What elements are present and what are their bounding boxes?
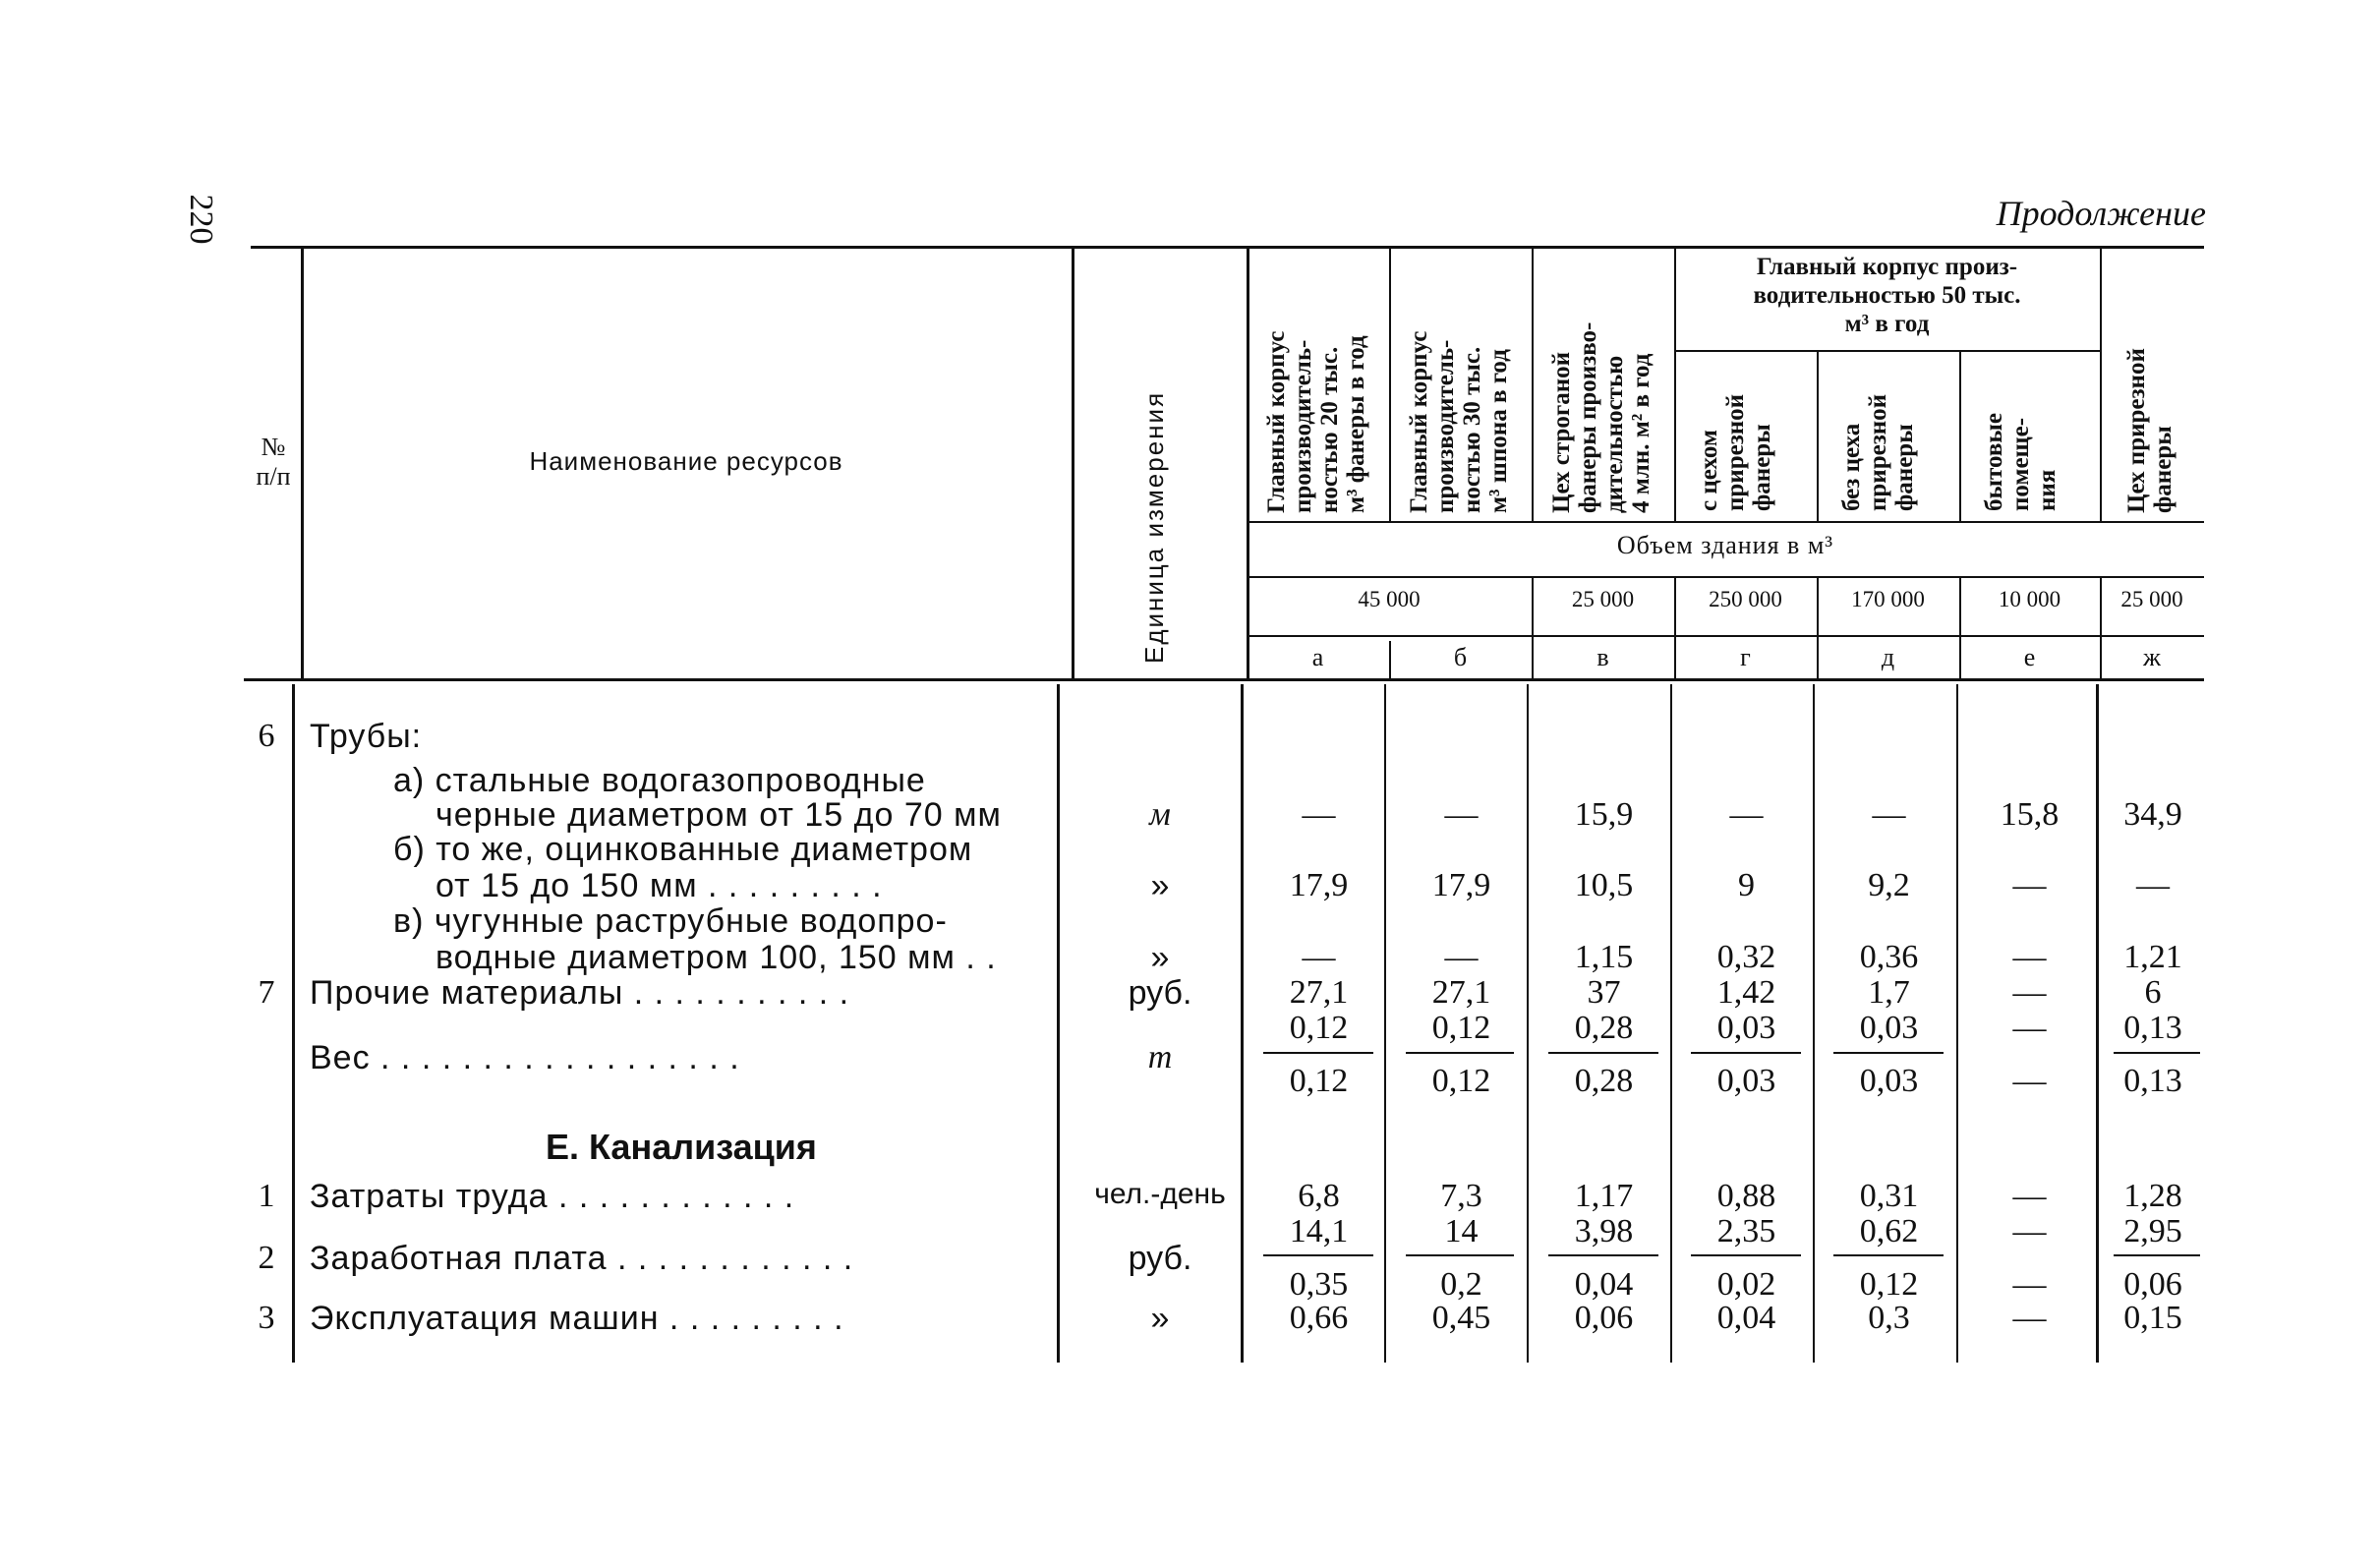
cell: 6 — [2144, 974, 2162, 1011]
cell: — — [1872, 796, 1906, 833]
cell: 0,04 — [1716, 1300, 1776, 1336]
continuation-label: Продолжение — [1996, 194, 2206, 233]
cell: 9 — [1738, 867, 1755, 903]
cell: 14,1 — [1289, 1213, 1349, 1249]
cell: 0,15 — [2123, 1300, 2182, 1336]
row-unit: » — [1150, 867, 1170, 904]
cell: 0,12 — [1289, 1010, 1349, 1046]
cell: — — [2012, 1213, 2047, 1249]
row-unit: чел.-день — [1094, 1178, 1226, 1210]
cell: — — [2012, 1300, 2047, 1336]
cell: 0,04 — [1574, 1266, 1634, 1303]
cell: 1,28 — [2123, 1178, 2182, 1214]
cell: 0,45 — [1431, 1300, 1491, 1336]
header-col-v: Цех строганой фанеры произво- дительностью 4 млн. м² в год — [1548, 321, 1654, 513]
header-col-b: Главный корпус производитель- ностью 30 тыс. м³ шпона в год — [1406, 330, 1512, 513]
cell: 1,42 — [1716, 974, 1776, 1011]
row-number: 6 — [258, 718, 275, 754]
cell: — — [2012, 1178, 2047, 1214]
cell: — — [2136, 867, 2170, 903]
cell: 0,12 — [1859, 1266, 1919, 1303]
section-heading: Е. Канализация — [546, 1127, 817, 1167]
cell: 0,03 — [1859, 1010, 1919, 1046]
volume-title: Объем здания в м³ — [1616, 531, 1834, 559]
cell: 0,03 — [1716, 1010, 1776, 1046]
table-row — [0, 939, 2380, 974]
cell: 0,12 — [1431, 1063, 1491, 1099]
letter-g: г — [1740, 643, 1751, 671]
cell: 0,62 — [1859, 1213, 1919, 1249]
table-row — [0, 902, 2380, 938]
letter-a: а — [1311, 643, 1324, 671]
cell: 27,1 — [1289, 974, 1349, 1011]
cell: 0,12 — [1289, 1063, 1349, 1099]
header-col-d: без цеха прирезной фанеры — [1838, 393, 1918, 511]
cell: 1,21 — [2123, 939, 2182, 975]
cell: 0,3 — [1868, 1300, 1910, 1336]
cell: 1,15 — [1574, 939, 1634, 975]
row-name: Эксплуатация машин . . . . . . . . . — [310, 1300, 844, 1337]
header-col-z: Цех прирезной фанеры — [2123, 348, 2177, 513]
row-name: б) то же, оцинкованные диаметром — [393, 831, 973, 868]
table-row — [0, 1300, 2380, 1335]
table-row — [0, 1266, 2380, 1302]
volume-v: 25 000 — [1571, 587, 1635, 611]
cell: 2,95 — [2123, 1213, 2182, 1249]
table-row — [0, 1063, 2380, 1098]
cell: 10,5 — [1574, 867, 1634, 903]
header-resource-name: Наименование ресурсов — [529, 446, 843, 476]
table-row — [0, 718, 2380, 753]
cell: — — [1444, 939, 1479, 975]
cell: — — [1444, 796, 1479, 833]
cell: — — [2012, 1266, 2047, 1303]
row-name: Трубы: — [310, 718, 423, 755]
row-number: 3 — [258, 1300, 275, 1336]
row-name: а) стальные водогазопроводные — [393, 762, 926, 799]
cell: 0,06 — [2123, 1266, 2182, 1303]
header-col-g: с цехом прирезной фанеры — [1696, 393, 1775, 511]
cell: 0,36 — [1859, 939, 1919, 975]
row-unit: т — [1147, 1039, 1173, 1075]
table-row — [0, 1178, 2380, 1213]
cell: 1,7 — [1868, 974, 1910, 1011]
volume-d: 170 000 — [1851, 587, 1925, 611]
letter-d: д — [1881, 643, 1895, 671]
row-name: Затраты труда . . . . . . . . . . . . — [310, 1178, 795, 1215]
row-name: водные диаметром 100, 150 мм . . — [435, 939, 997, 976]
row-number: 1 — [258, 1178, 275, 1214]
cell: 0,28 — [1574, 1010, 1634, 1046]
cell: 14 — [1444, 1213, 1479, 1249]
header-col-e: бытовые помеще- ния — [1981, 413, 2061, 511]
cell: 0,02 — [1716, 1266, 1776, 1303]
cell: 0,13 — [2123, 1063, 2182, 1099]
row-unit: » — [1150, 1300, 1170, 1337]
cell: 0,12 — [1431, 1010, 1491, 1046]
cell: — — [1302, 939, 1336, 975]
cell: 34,9 — [2123, 796, 2182, 833]
cell: 17,9 — [1289, 867, 1349, 903]
cell: — — [2012, 1010, 2047, 1046]
cell: — — [2012, 867, 2047, 903]
volume-g: 250 000 — [1709, 587, 1782, 611]
cell: — — [2012, 939, 2047, 975]
table-row — [0, 762, 2380, 797]
cell: 9,2 — [1868, 867, 1910, 903]
table-row — [0, 796, 2380, 832]
row-unit: м — [1149, 796, 1171, 833]
cell: — — [1729, 796, 1764, 833]
cell: 17,9 — [1431, 867, 1491, 903]
header-unit: Единица измерения — [1139, 390, 1169, 664]
row-name: от 15 до 150 мм . . . . . . . . . — [435, 867, 883, 904]
cell: 37 — [1587, 974, 1621, 1011]
cell: 0,2 — [1440, 1266, 1482, 1303]
table-row — [0, 831, 2380, 866]
row-name: черные диаметром от 15 до 70 мм — [435, 796, 1002, 834]
volume-a-b: 45 000 — [1358, 587, 1421, 611]
row-name: Прочие материалы . . . . . . . . . . . — [310, 974, 850, 1012]
row-unit: » — [1150, 939, 1170, 976]
header-row-number: № п/п — [256, 433, 291, 491]
cell: 0,88 — [1716, 1178, 1776, 1214]
row-unit: руб. — [1128, 974, 1192, 1012]
cell: 1,17 — [1574, 1178, 1634, 1214]
table-row — [0, 867, 2380, 902]
letter-v: в — [1596, 643, 1609, 671]
cell: 0,35 — [1289, 1266, 1349, 1303]
cell: 0,03 — [1716, 1063, 1776, 1099]
header-group-title: Главный корпус произ- водительностью 50 тыс. м³ в год — [1753, 254, 2021, 337]
cell: 0,28 — [1574, 1063, 1634, 1099]
header-col-a: Главный корпус производитель- ностью 20 тыс. м³ фанеры в год — [1263, 330, 1369, 513]
letter-z: ж — [2143, 643, 2161, 671]
letter-b: б — [1453, 643, 1468, 671]
cell: — — [2012, 1063, 2047, 1099]
letter-e: е — [2023, 643, 2036, 671]
volume-e: 10 000 — [1998, 587, 2061, 611]
row-number: 2 — [258, 1240, 275, 1276]
volume-z: 25 000 — [2120, 587, 2183, 611]
cell: 0,03 — [1859, 1063, 1919, 1099]
cell: 0,31 — [1859, 1178, 1919, 1214]
cell: 3,98 — [1574, 1213, 1634, 1249]
cell: 0,32 — [1716, 939, 1776, 975]
row-number: 7 — [258, 974, 275, 1011]
cell: — — [2012, 974, 2047, 1011]
row-name: Заработная плата . . . . . . . . . . . . — [310, 1240, 854, 1277]
page-number: 220 — [183, 194, 219, 245]
table-row — [0, 974, 2380, 1010]
row-unit: руб. — [1128, 1240, 1192, 1277]
row-name: Вес . . . . . . . . . . . . . . . . . . — [310, 1039, 740, 1076]
cell: 2,35 — [1716, 1213, 1776, 1249]
cell: — — [1302, 796, 1336, 833]
row-name: в) чугунные раструбные водопро- — [393, 902, 948, 940]
cell: 0,06 — [1574, 1300, 1634, 1336]
cell: 0,13 — [2123, 1010, 2182, 1046]
cell: 27,1 — [1431, 974, 1491, 1011]
cell: 6,8 — [1298, 1178, 1340, 1214]
cell: 0,66 — [1289, 1300, 1349, 1336]
cell: 7,3 — [1440, 1178, 1482, 1214]
cell: 15,8 — [2000, 796, 2060, 833]
cell: 15,9 — [1574, 796, 1634, 833]
